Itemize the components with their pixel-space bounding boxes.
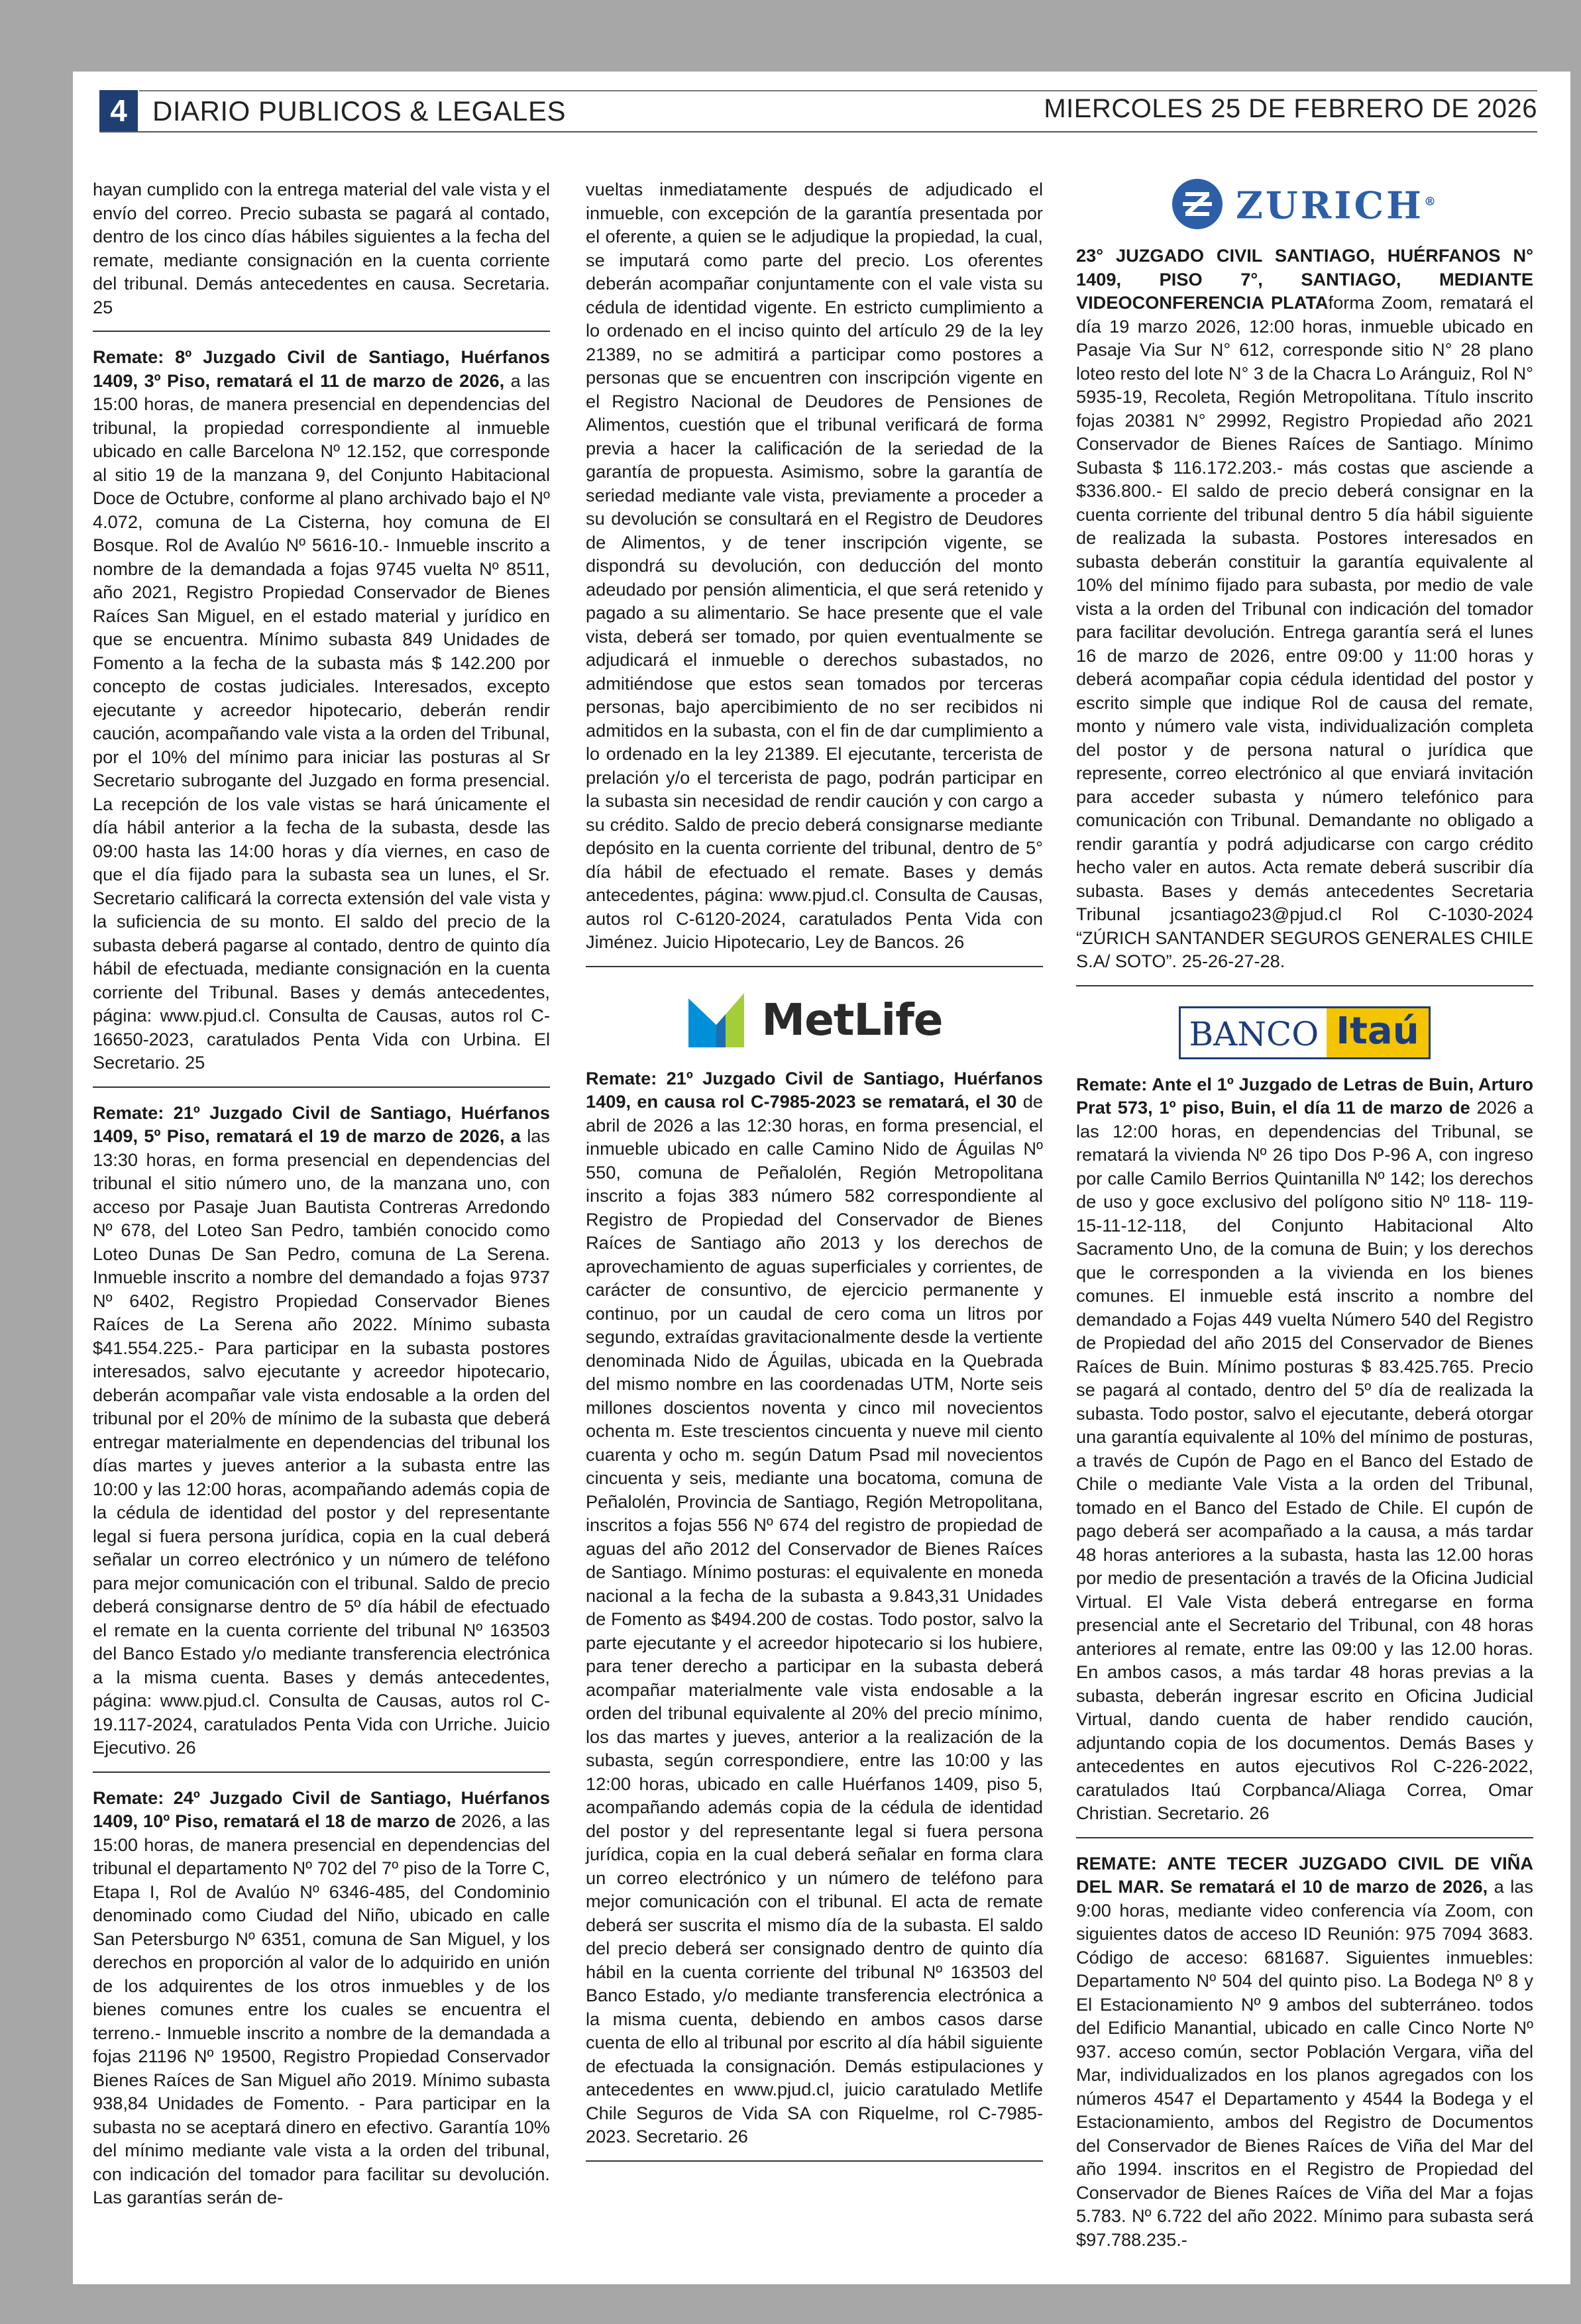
issue-date: MIERCOLES 25 DE FEBRERO DE 2026	[1044, 94, 1537, 123]
notice-body: 2026, a las 15:00 horas, de manera presencial en dependencias del tribunal el departamento Nº 702 del 7º piso de la Torre C, Etapa I, Rol de Avalúo Nº 6346-485, del Condominio denominado como Ciudad del Niño, ubicado en calle San Petersburgo Nº 6351, comuna de San Miguel, y los derechos en proporción al valor de lo adquirido en unión de los adquirentes de los otros inmuebles y de los bienes comunes entre los cuales se encuentra el terreno.- Inmueble inscrito a nombre de la demandada a fojas 21196 Nº 19500, Registro Propiedad Conservador Bienes Raíces de San Miguel año 2019. Mínimo subasta 938,84 Unidades de Fomento. - Para participar en la subasta no se aceptará dinero en efectivo. Garantía 10% del mínimo mediante vale vista a la orden del tribunal, con indicación del tomador para facilitar su devolución. Las garantías serán de-	[93, 1811, 551, 2207]
column-2	[586, 178, 1043, 2175]
notice-heading: REMATE: ANTE TECER JUZGADO CIVIL DE VIÑA DEL MAR. Se rematará el 10 de marzo de 2026,	[1076, 1852, 1533, 1897]
page-number: 4	[99, 90, 138, 131]
newspaper-title: DIARIO PUBLICOS & LEGALES	[152, 95, 567, 127]
notice-divider	[93, 1086, 550, 1088]
metlife-m-icon	[686, 990, 747, 1050]
header-rule	[99, 131, 1537, 132]
notice-continuation: hayan cumplido con la entrega material del vale vista y el envío del correo. Precio subasta se pagará al contado, dentro de los cinco días hábiles siguientes a la fecha del remate, mediante consignación en la cuenta corriente del tribunal. Demás antecedentes en causa. Secretaria. 25	[93, 179, 550, 317]
zurich-wordmark: ZURICH	[1236, 184, 1424, 228]
newspaper-page	[73, 72, 1570, 2284]
legal-notice	[1076, 244, 1533, 973]
metlife-wordmark: MetLife	[761, 994, 943, 1045]
legal-notice	[93, 1101, 550, 1760]
legal-notice	[1076, 1852, 1533, 2252]
column-3	[1076, 178, 1533, 2251]
metlife-logo	[586, 980, 1043, 1060]
notice-divider	[93, 1771, 550, 1773]
notice-divider	[93, 331, 550, 332]
notice-body: de abril de 2026 a las 12:30 horas, en forma presencial, el inmueble ubicado en calle Camino Nido de Águilas Nº 550, comuna de Peñalolén, Región Metropolitana inscrito a fojas 383 número 582 correspondiente al Registro de Propiedad del Conservador de Bienes Raíces de Santiago año 2013 y los derechos de aprovechamiento de aguas superficiales y corrientes, de carácter de consuntivo, de ejercicio permanente y continuo, por un caudal de cero coma un litros por segundo, extraídas gravitacionalmente desde la vertiente denominada Nido de Águilas, ubicada en la Quebrada del mismo nombre en las coordenadas UTM, Norte seis millones doscientos noventa y cinco mil novecientos ochenta m. Este trescientos cincuenta y nueve mil ciento cuarenta y ocho m. según Datum Psad mil novecientos cincuenta y seis, mediante una bocatoma, comuna de Peñalolén, Provincia de Santiago, Región Metropolitana, inscritos a fojas 556 Nº 674 del registro de propiedad de aguas del año 2012 del Conservador de Bienes Raíces de Santiago. Mínimo posturas: el equivalente en moneda nacional a la fecha de la subasta a 9.843,31 Unidades de Fomento as $494.200 de costas. Todo postor, salvo la parte ejecutante y el acreedor hipotecario si los hubiere, para tener derecho a participar en la subasta deberá acompañar materialmente vale vista endosable a la orden del tribunal equivalente al 20% del precio mínimo, los das martes y jueves, anterior a la realización de la subasta, según correspondiere, entre las 10:00 y las 12:00 horas, ubicado en calle Huérfanos 1409, piso 5, acompañando además copia de la cédula de identidad del postor y del representante legal si fuera persona jurídica, copia en la cual deberá señalar en forma clara un correo electrónico y un número de teléfono para mejor comunicación con el tribunal. El acta de remate deberá ser suscrita el mismo día de la subasta. El saldo del precio deberá ser consignado dentro de quinto día hábil en la cuenta corriente del tribunal Nº 163503 del Banco Estado, y/o mediante transferencia electrónica a la misma cuenta, debiendo en ambos casos darse cuenta de ello al tribunal por escrito al día hábil siguiente de efectuada la consignación. Demás estipulaciones y antecedentes en www.pjud.cl, juicio caratulado Metlife Chile Seguros de Vida SA con Riquelme, rol C-7985-2023. Secretario. 26	[586, 1091, 1043, 2146]
legal-notice	[93, 345, 550, 1075]
notice-heading: Remate: Ante el 1º Juzgado de Letras de Buin, Arturo Prat 573, 1º piso, Buin, el día 11 de marzo de	[1076, 1073, 1533, 1118]
notice-heading: Remate: 21º Juzgado Civil de Santiago, Huérfanos 1409, 5º Piso, rematará el 19 de marzo de 2026, a	[93, 1102, 550, 1146]
notice-heading: Remate: 24º Juzgado Civil de Santiago, Huérfanos 1409, 10º Piso, rematará el 18 de marzo de	[93, 1787, 550, 1831]
banco-wordmark: BANCO	[1181, 1008, 1327, 1057]
notice-body: a las 9:00 horas, mediante video conferencia vía Zoom, con siguientes datos de acceso ID Reunión: 975 7094 3683. Código de acceso: 681687. Siguientes inmuebles: Departamento Nº 504 del quinto piso. La Bodega Nº 8 y El Estacionamiento Nº 9 ambos del subterráneo. todos del Edificio Manantial, ubicado en calle Cinco Norte Nº 937. acceso común, sector Población Vergara, viña del Mar, individualizados en los planos agregados con los números 4547 el Departamento y 4544 la Bodega y el Estacionamiento, ambos del Registro de Documentos del Conservador de Bienes Raíces de Viña del Mar del año 1994. inscritos en el Registro de Propiedad del Conservador de Bienes Raíces de Viña del Mar a fojas 5.783. Nº 6.722 del año 2022. Mínimo para subasta será $97.788.235.-	[1076, 1876, 1533, 2250]
notice-heading: Remate: 8º Juzgado Civil de Santiago, Huérfanos 1409, 3º Piso, rematará el 11 de marzo de 2026,	[93, 346, 550, 391]
registered-mark: ®	[1423, 194, 1439, 209]
notice-divider	[1076, 1837, 1533, 1838]
column-1	[93, 178, 550, 2209]
notice-divider	[586, 2160, 1043, 2162]
itau-wordmark: Itaú	[1327, 1008, 1428, 1057]
notice-divider	[586, 966, 1043, 967]
notice-body: 2026 a las 12:00 horas, en dependencias del Tribunal, se rematará la vivienda Nº 26 tipo Dos P-96 A, con ingreso por calle Camilo Berrios Quintanilla Nº 142; los derechos de uso y goce exclusivo del polígono sitio Nº 118- 119-15-11-12-118, del Conjunto Habitacional Alto Sacramento Uno, de la comuna de Buin; y los derechos que le corresponden a la vivienda en los bienes comunes. El inmueble está inscrito a nombre del demandado a Fojas 449 vuelta Número 540 del Registro de Propiedad del año 2015 del Conservador de Bienes Raíces de Buin. Mínimo posturas $ 83.425.765. Precio se pagará al contado, dentro del 5º día de realizada la subasta. Todo postor, salvo el ejecutante, deberá otorgar una garantía equivalente al 10% del mínimo de posturas, a través de Cupón de Pago en el Banco del Estado de Chile o mediante Vale Vista a la orden del Tribunal, tomado en el Banco del Estado de Chile. El cupón de pago deberá ser acompañado a la causa, a más tardar 48 horas anteriores a la subasta, hasta las 12.00 horas por medio de presentación a través de la Oficina Judicial Virtual. El Vale Vista deberá entregarse en forma presencial ante el Secretario del Tribunal, con 48 horas anteriores al remate, entre las 09:00 y las 12.00 horas. En ambos casos, a más tardar 48 horas previas a la subasta, deberán ingresar escrito en Oficina Judicial Virtual, dando cuenta de haber rendido caución, adjuntando copia de los documentos. Demás Bases y antecedentes en autos ejecutivos Rol C-226-2022, caratulados Itaú Corpbanca/Aliaga Correa, Omar Christian. Secretario. 26	[1076, 1097, 1533, 1823]
legal-notice	[93, 1786, 550, 2209]
notice-body: forma Zoom, rematará el día 19 marzo 2026, 12:00 horas, inmueble ubicado en Pasaje Via Sur N° 612, corresponde sitio N° 28 plano loteo resto del lote N° 3 de la Chacra Lo Aránguiz, Rol N° 5935-19, Recoleta, Región Metropolitana. Título inscrito fojas 20381 N° 29992, Registro Propiedad año 2021 Conservador de Bienes Raíces de Santiago. Mínimo Subasta $ 116.172.203.- más costas que asciende a $336.800.- El saldo de precio deberá consignar en la cuenta corriente del tribunal dentro 5 día hábil siguiente de realizada la subasta. Postores interesados en subasta deberán constituir la garantía equivalente al 10% del mínimo fijado para subasta, por medio de vale vista a la orden del Tribunal con indicación del tomador para facilitar devolución. Entrega garantía será el lunes 16 de marzo de 2026, entre 09:00 y 11:00 horas y deberá acompañar copia cédula identidad del postor y escrito simple que indique Rol de causa del remate, monto y número vale vista, individualización completa del postor y de persona natural o jurídica que represente, correo electrónico al que enviará invitación para acceder subasta y número telefónico para comunicación con Tribunal. Demandante no obligado a rendir garantía y podrá adjudicarse con cargo crédito hecho valer en autos. Acta remate deberá suscribir día subasta. Bases y demás antecedentes Secretaria Tribunal jcsantiago23@pjud.cl Rol C-1030-2024 “ZÚRICH SANTANDER SEGUROS GENERALES CHILE S.A/ SOTO”. 25-26-27-28.	[1076, 292, 1534, 971]
zurich-z-icon	[1171, 178, 1224, 231]
notice-heading: Remate: 21º Juzgado Civil de Santiago, Huérfanos 1409, en causa rol C-7985-2023 se rematará, el 30	[586, 1067, 1043, 1112]
notice-divider	[1076, 985, 1533, 986]
notice-continuation: vueltas inmediatamente después de adjudicado el inmueble, con excepción de la garantía presentada por el oferente, a quien se le adjudique la propiedad, la cual, se imputará como parte del precio. Los oferentes deberán acompañar conjuntamente con el vale vista su cédula de identidad vigente. En estricto cumplimiento a lo ordenado en el inciso quinto del artículo 29 de la ley 21389, no se admitirá a participar como postores a personas que se encuentren con inscripción vigente en el Registro Nacional de Deudores de Pensiones de Alimentos, cuestión que el tribunal verificará de forma previa a hacer la calificación de la seriedad de la garantía de propuesta. Asimismo, sobre la garantía de seriedad mediante vale vista, previamente a proceder a su devolución se consultará en el Registro de Deudores de Alimentos, y de tener inscripción vigente, se dispondrá su devolución, con deducción del monto adeudado por pensión alimenticia, el que será retenido y pagado a su alimentario. Se hace presente que el vale vista, deberá ser tomado, por quien eventualmente se adjudicará el inmueble o derechos subastados, no admitiéndose que estos sean tomados por terceras personas, bajo apercibimiento de no ser recibidos ni admitidos en la subasta, con el fin de dar cumplimiento a lo ordenado en la ley 21389. El ejecutante, tercerista de prelación y/o el tercerista de pago, podrán participar en la subasta sin necesidad de rendir caución y con cargo a su crédito. Saldo de precio deberá consignarse mediante depósito en la cuenta corriente del tribunal, dentro de 5° día hábil de efectuado el remate. Bases y demás antecedentes, página: www.pjud.cl. Consulta de Causas, autos rol C-6120-2024, caratulados Penta Vida con Jiménez. Juicio Hipotecario, Ley de Bancos. 26	[586, 179, 1043, 952]
zurich-logo	[1076, 171, 1533, 237]
notice-body: a las 15:00 horas, de manera presencial en dependencias del tribunal, la propiedad correspondiente al inmueble ubicado en calle Barcelona Nº 12.152, que corresponde al sitio 19 de la manzana 9, del Conjunto Habitacional Doce de Octubre, conforme al plano archivado bajo el Nº 4.072, comuna de La Cisterna, hoy comuna de El Bosque. Rol de Avalúo Nº 5616-10.- Inmueble inscrito a nombre de la demandada a fojas 9745 vuelta Nº 8511, año 2021, Registro Propiedad Conservador de Bienes Raíces San Miguel, en el estado material y jurídico en que se encuentra. Mínimo subasta 849 Unidades de Fomento a la fecha de la subasta más $ 142.200 por concepto de costas judiciales. Interesados, excepto ejecutante y acreedor hipotecario, deberán rendir caución, acompañando vale vista a la orden del Tribunal, por el 10% del mínimo para iniciar las posturas al Sr Secretario subrogante del Juzgado en forma presencial. La recepción de los vale vistas se hará únicamente el día hábil anterior a la fecha de la subasta, desde las 09:00 hasta las 14:00 horas y día viernes, en caso de que el día fijado para la subasta sea un lunes, el Sr. Secretario calificará la correcta extensión del vale vista y la suficiencia de su monto. El saldo del precio de la subasta deberá pagarse al contado, dentro de quinto día hábil de efectuada, mediante consignación en la cuenta corriente del Tribunal. Bases y demás antecedentes, página: www.pjud.cl. Consulta de Causas, autos rol C-16650-2023, caratulados Penta Vida con Urbina. El Secretario. 25	[93, 370, 550, 1073]
legal-notice	[586, 1067, 1043, 2148]
legal-notice	[1076, 1073, 1533, 1825]
page-header	[73, 85, 1537, 131]
notice-heading: 23° JUZGADO CIVIL SANTIAGO, HUÉRFANOS N° 1409, PISO 7°, SANTIAGO, MEDIANTE VIDEOCONFERENCIA PLATA	[1076, 245, 1533, 313]
notice-body: las 13:30 horas, en forma presencial en dependencias del tribunal el sitio número uno, de la manzana uno, con acceso por Pasaje Juan Bautista Contreras Arredondo Nº 678, del Loteo San Pedro, también conocido como Loteo Dunas De San Pedro, comuna de La Serena. Inmueble inscrito a nombre del demandado a fojas 9737 Nº 6402, Registro Propiedad Conservador Bienes Raíces de La Serena año 2022. Mínimo subasta $41.554.225.- Para participar en la subasta postores interesados, salvo ejecutante y acreedor hipotecario, deberán acompañar vale vista endosable a la orden del tribunal por el 20% de mínimo de la subasta que deberá entregar materialmente en dependencias del tribunal los días martes y jueves anterior a la subasta entre las 10:00 y las 12:00 horas, acompañando además copia de la cédula de identidad del postor y del representante legal si fuera persona jurídica, copia en la cual deberá señalar un correo electrónico y un número de teléfono para mejor comunicación con el tribunal. Saldo de precio deberá consignarse dentro de 5º día hábil de efectuado el remate en la cuenta corriente del tribunal Nº 163503 del Banco Estado y/o mediante transferencia electrónica a la misma cuenta. Bases y demás antecedentes, página: www.pjud.cl. Consulta de Causas, autos rol C-19.117-2024, caratulados Penta Vida con Urriche. Juicio Ejecutivo. 26	[93, 1126, 550, 1758]
banco-itau-logo	[1076, 1000, 1533, 1066]
